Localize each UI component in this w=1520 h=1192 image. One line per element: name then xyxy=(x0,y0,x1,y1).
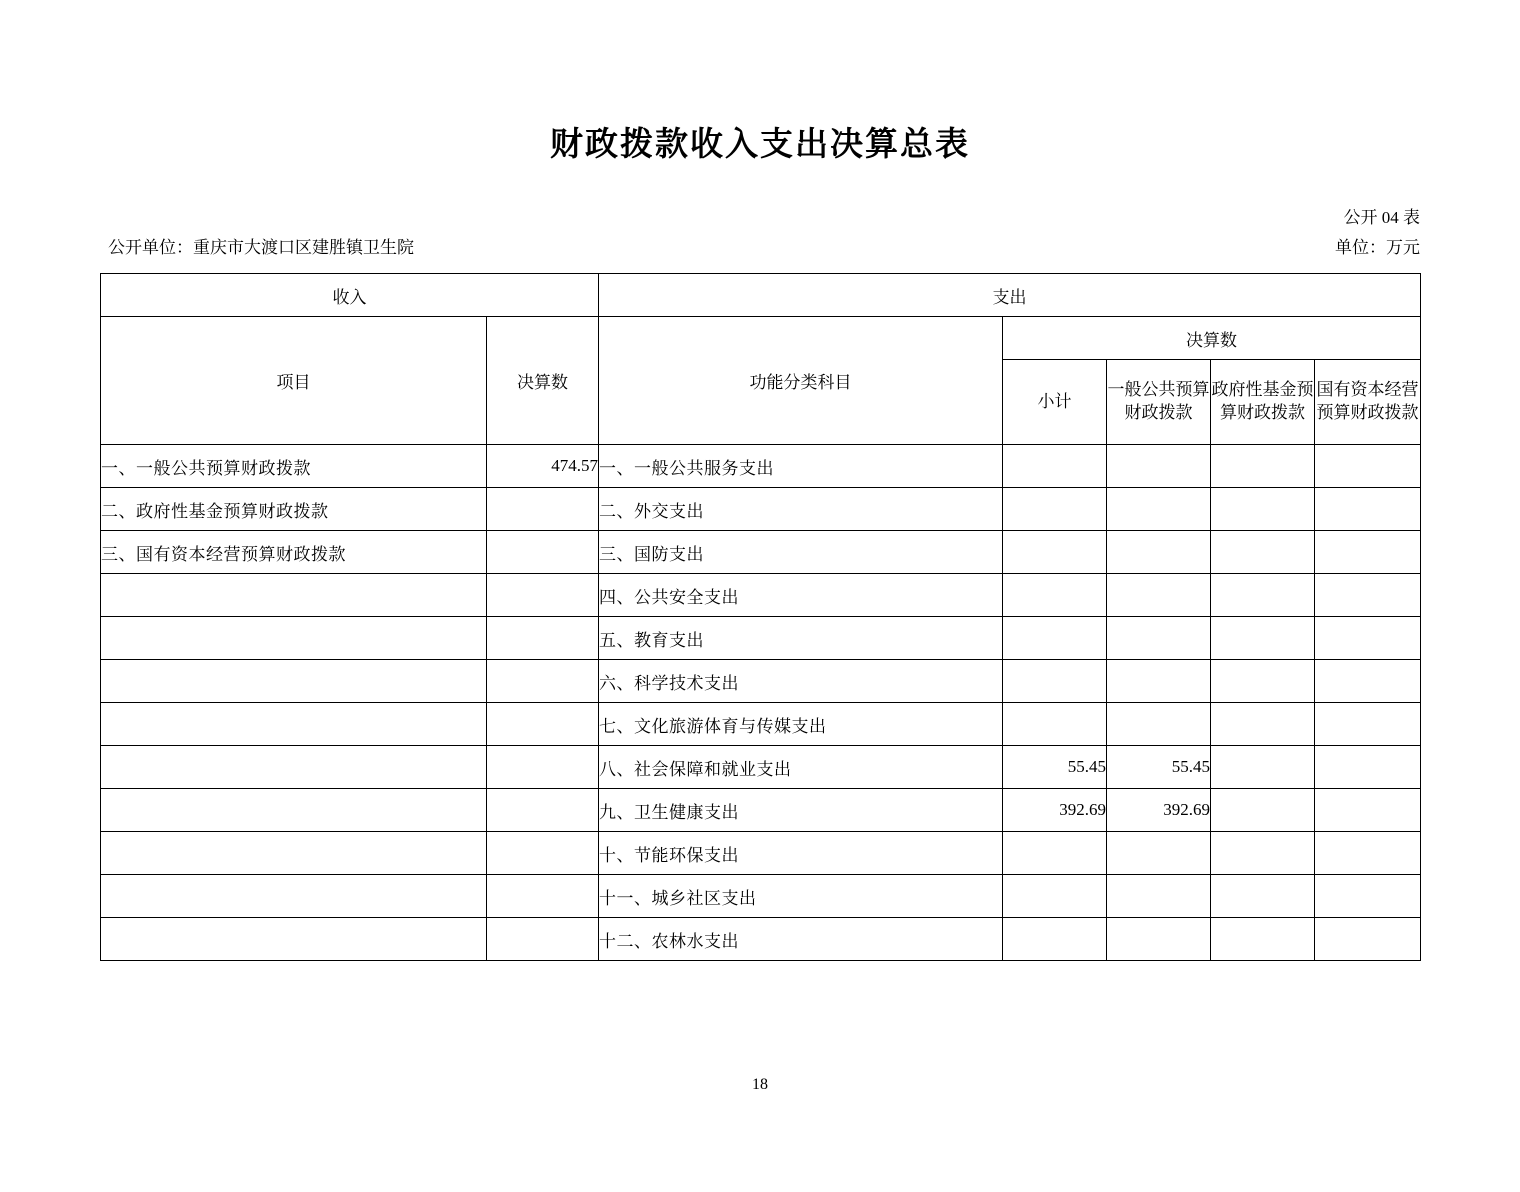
expense-subtotal xyxy=(1003,918,1107,961)
expense-general-public xyxy=(1107,660,1211,703)
expense-subtotal: 392.69 xyxy=(1003,789,1107,832)
expense-state-capital xyxy=(1315,531,1421,574)
income-final xyxy=(487,660,599,703)
expense-state-capital xyxy=(1315,660,1421,703)
income-final xyxy=(487,531,599,574)
expense-state-capital xyxy=(1315,703,1421,746)
expense-state-capital xyxy=(1315,488,1421,531)
expense-state-capital xyxy=(1315,789,1421,832)
expense-category: 十一、城乡社区支出 xyxy=(599,875,1003,918)
budget-table xyxy=(100,273,1421,961)
expense-category: 七、文化旅游体育与传媒支出 xyxy=(599,703,1003,746)
income-item xyxy=(101,746,487,789)
expense-state-capital xyxy=(1315,918,1421,961)
table-group-header-row xyxy=(101,274,1421,317)
income-final xyxy=(487,875,599,918)
expense-general-public xyxy=(1107,875,1211,918)
column-header-state-capital: 国有资本经营预算财政拨款 xyxy=(1315,360,1421,445)
income-final xyxy=(487,574,599,617)
table-row xyxy=(101,531,1421,574)
table-row xyxy=(101,488,1421,531)
expense-gov-fund xyxy=(1211,617,1315,660)
expense-category: 五、教育支出 xyxy=(599,617,1003,660)
expense-category: 六、科学技术支出 xyxy=(599,660,1003,703)
expense-gov-fund xyxy=(1211,832,1315,875)
expense-general-public xyxy=(1107,445,1211,488)
expense-state-capital xyxy=(1315,574,1421,617)
income-final xyxy=(487,703,599,746)
income-final xyxy=(487,832,599,875)
expense-gov-fund xyxy=(1211,531,1315,574)
expense-gov-fund xyxy=(1211,918,1315,961)
column-header-expense-category: 功能分类科目 xyxy=(599,317,1003,445)
form-code: 公开 04 表 xyxy=(1343,208,1420,227)
table-row xyxy=(101,703,1421,746)
page-number: 18 xyxy=(752,1076,768,1093)
expense-subtotal xyxy=(1003,832,1107,875)
expense-subtotal xyxy=(1003,660,1107,703)
expense-category: 十、节能环保支出 xyxy=(599,832,1003,875)
expense-category: 十二、农林水支出 xyxy=(599,918,1003,961)
expense-general-public xyxy=(1107,918,1211,961)
column-header-income-final: 决算数 xyxy=(487,317,599,445)
income-item xyxy=(101,789,487,832)
income-item xyxy=(101,703,487,746)
expense-state-capital xyxy=(1315,617,1421,660)
expense-gov-fund xyxy=(1211,746,1315,789)
expense-general-public xyxy=(1107,488,1211,531)
table-row xyxy=(101,875,1421,918)
group-header-income: 收入 xyxy=(101,274,599,317)
expense-general-public xyxy=(1107,832,1211,875)
expense-subtotal xyxy=(1003,531,1107,574)
expense-subtotal xyxy=(1003,617,1107,660)
table-row xyxy=(101,918,1421,961)
income-final: 474.57 xyxy=(487,445,599,488)
expense-subtotal xyxy=(1003,488,1107,531)
expense-category: 九、卫生健康支出 xyxy=(599,789,1003,832)
expense-gov-fund xyxy=(1211,703,1315,746)
column-header-gov-fund: 政府性基金预算财政拨款 xyxy=(1211,360,1315,445)
column-header-subtotal: 小计 xyxy=(1003,360,1107,445)
income-item: 三、国有资本经营预算财政拨款 xyxy=(101,531,487,574)
table-row xyxy=(101,832,1421,875)
expense-general-public xyxy=(1107,617,1211,660)
income-final xyxy=(487,617,599,660)
expense-state-capital xyxy=(1315,832,1421,875)
expense-state-capital xyxy=(1315,875,1421,918)
table-row xyxy=(101,445,1421,488)
expense-subtotal xyxy=(1003,445,1107,488)
group-header-expense: 支出 xyxy=(599,274,1421,317)
column-header-income-item: 项目 xyxy=(101,317,487,445)
expense-general-public xyxy=(1107,574,1211,617)
table-row xyxy=(101,660,1421,703)
expense-gov-fund xyxy=(1211,574,1315,617)
income-item xyxy=(101,574,487,617)
income-item: 二、政府性基金预算财政拨款 xyxy=(101,488,487,531)
table-row xyxy=(101,574,1421,617)
expense-category: 二、外交支出 xyxy=(599,488,1003,531)
column-header-general-public: 一般公共预算财政拨款 xyxy=(1107,360,1211,445)
income-final xyxy=(487,746,599,789)
expense-subtotal xyxy=(1003,703,1107,746)
expense-gov-fund xyxy=(1211,875,1315,918)
expense-general-public: 392.69 xyxy=(1107,789,1211,832)
expense-category: 八、社会保障和就业支出 xyxy=(599,746,1003,789)
expense-general-public xyxy=(1107,703,1211,746)
column-header-expense-final-group: 决算数 xyxy=(1003,317,1421,360)
expense-state-capital xyxy=(1315,445,1421,488)
expense-subtotal xyxy=(1003,875,1107,918)
table-row xyxy=(101,746,1421,789)
income-final xyxy=(487,488,599,531)
expense-category: 三、国防支出 xyxy=(599,531,1003,574)
document-meta xyxy=(0,207,1520,267)
income-item xyxy=(101,617,487,660)
income-final xyxy=(487,918,599,961)
expense-state-capital xyxy=(1315,746,1421,789)
table-row xyxy=(101,789,1421,832)
expense-gov-fund xyxy=(1211,789,1315,832)
income-item xyxy=(101,660,487,703)
table-row xyxy=(101,617,1421,660)
expense-category: 一、一般公共服务支出 xyxy=(599,445,1003,488)
document-page xyxy=(0,118,1520,1192)
page-title: 财政拨款收入支出决算总表 xyxy=(550,124,970,163)
publishing-unit: 公开单位：重庆市大渡口区建胜镇卫生院 xyxy=(108,238,414,257)
income-final xyxy=(487,789,599,832)
expense-category: 四、公共安全支出 xyxy=(599,574,1003,617)
expense-gov-fund xyxy=(1211,445,1315,488)
expense-subtotal: 55.45 xyxy=(1003,746,1107,789)
table-subheader-row-1 xyxy=(101,317,1421,360)
income-item xyxy=(101,875,487,918)
amount-unit: 单位：万元 xyxy=(1335,238,1420,257)
expense-general-public xyxy=(1107,531,1211,574)
expense-gov-fund xyxy=(1211,488,1315,531)
expense-gov-fund xyxy=(1211,660,1315,703)
income-item: 一、一般公共预算财政拨款 xyxy=(101,445,487,488)
table-body xyxy=(101,445,1421,961)
income-item xyxy=(101,832,487,875)
expense-general-public: 55.45 xyxy=(1107,746,1211,789)
expense-subtotal xyxy=(1003,574,1107,617)
income-item xyxy=(101,918,487,961)
